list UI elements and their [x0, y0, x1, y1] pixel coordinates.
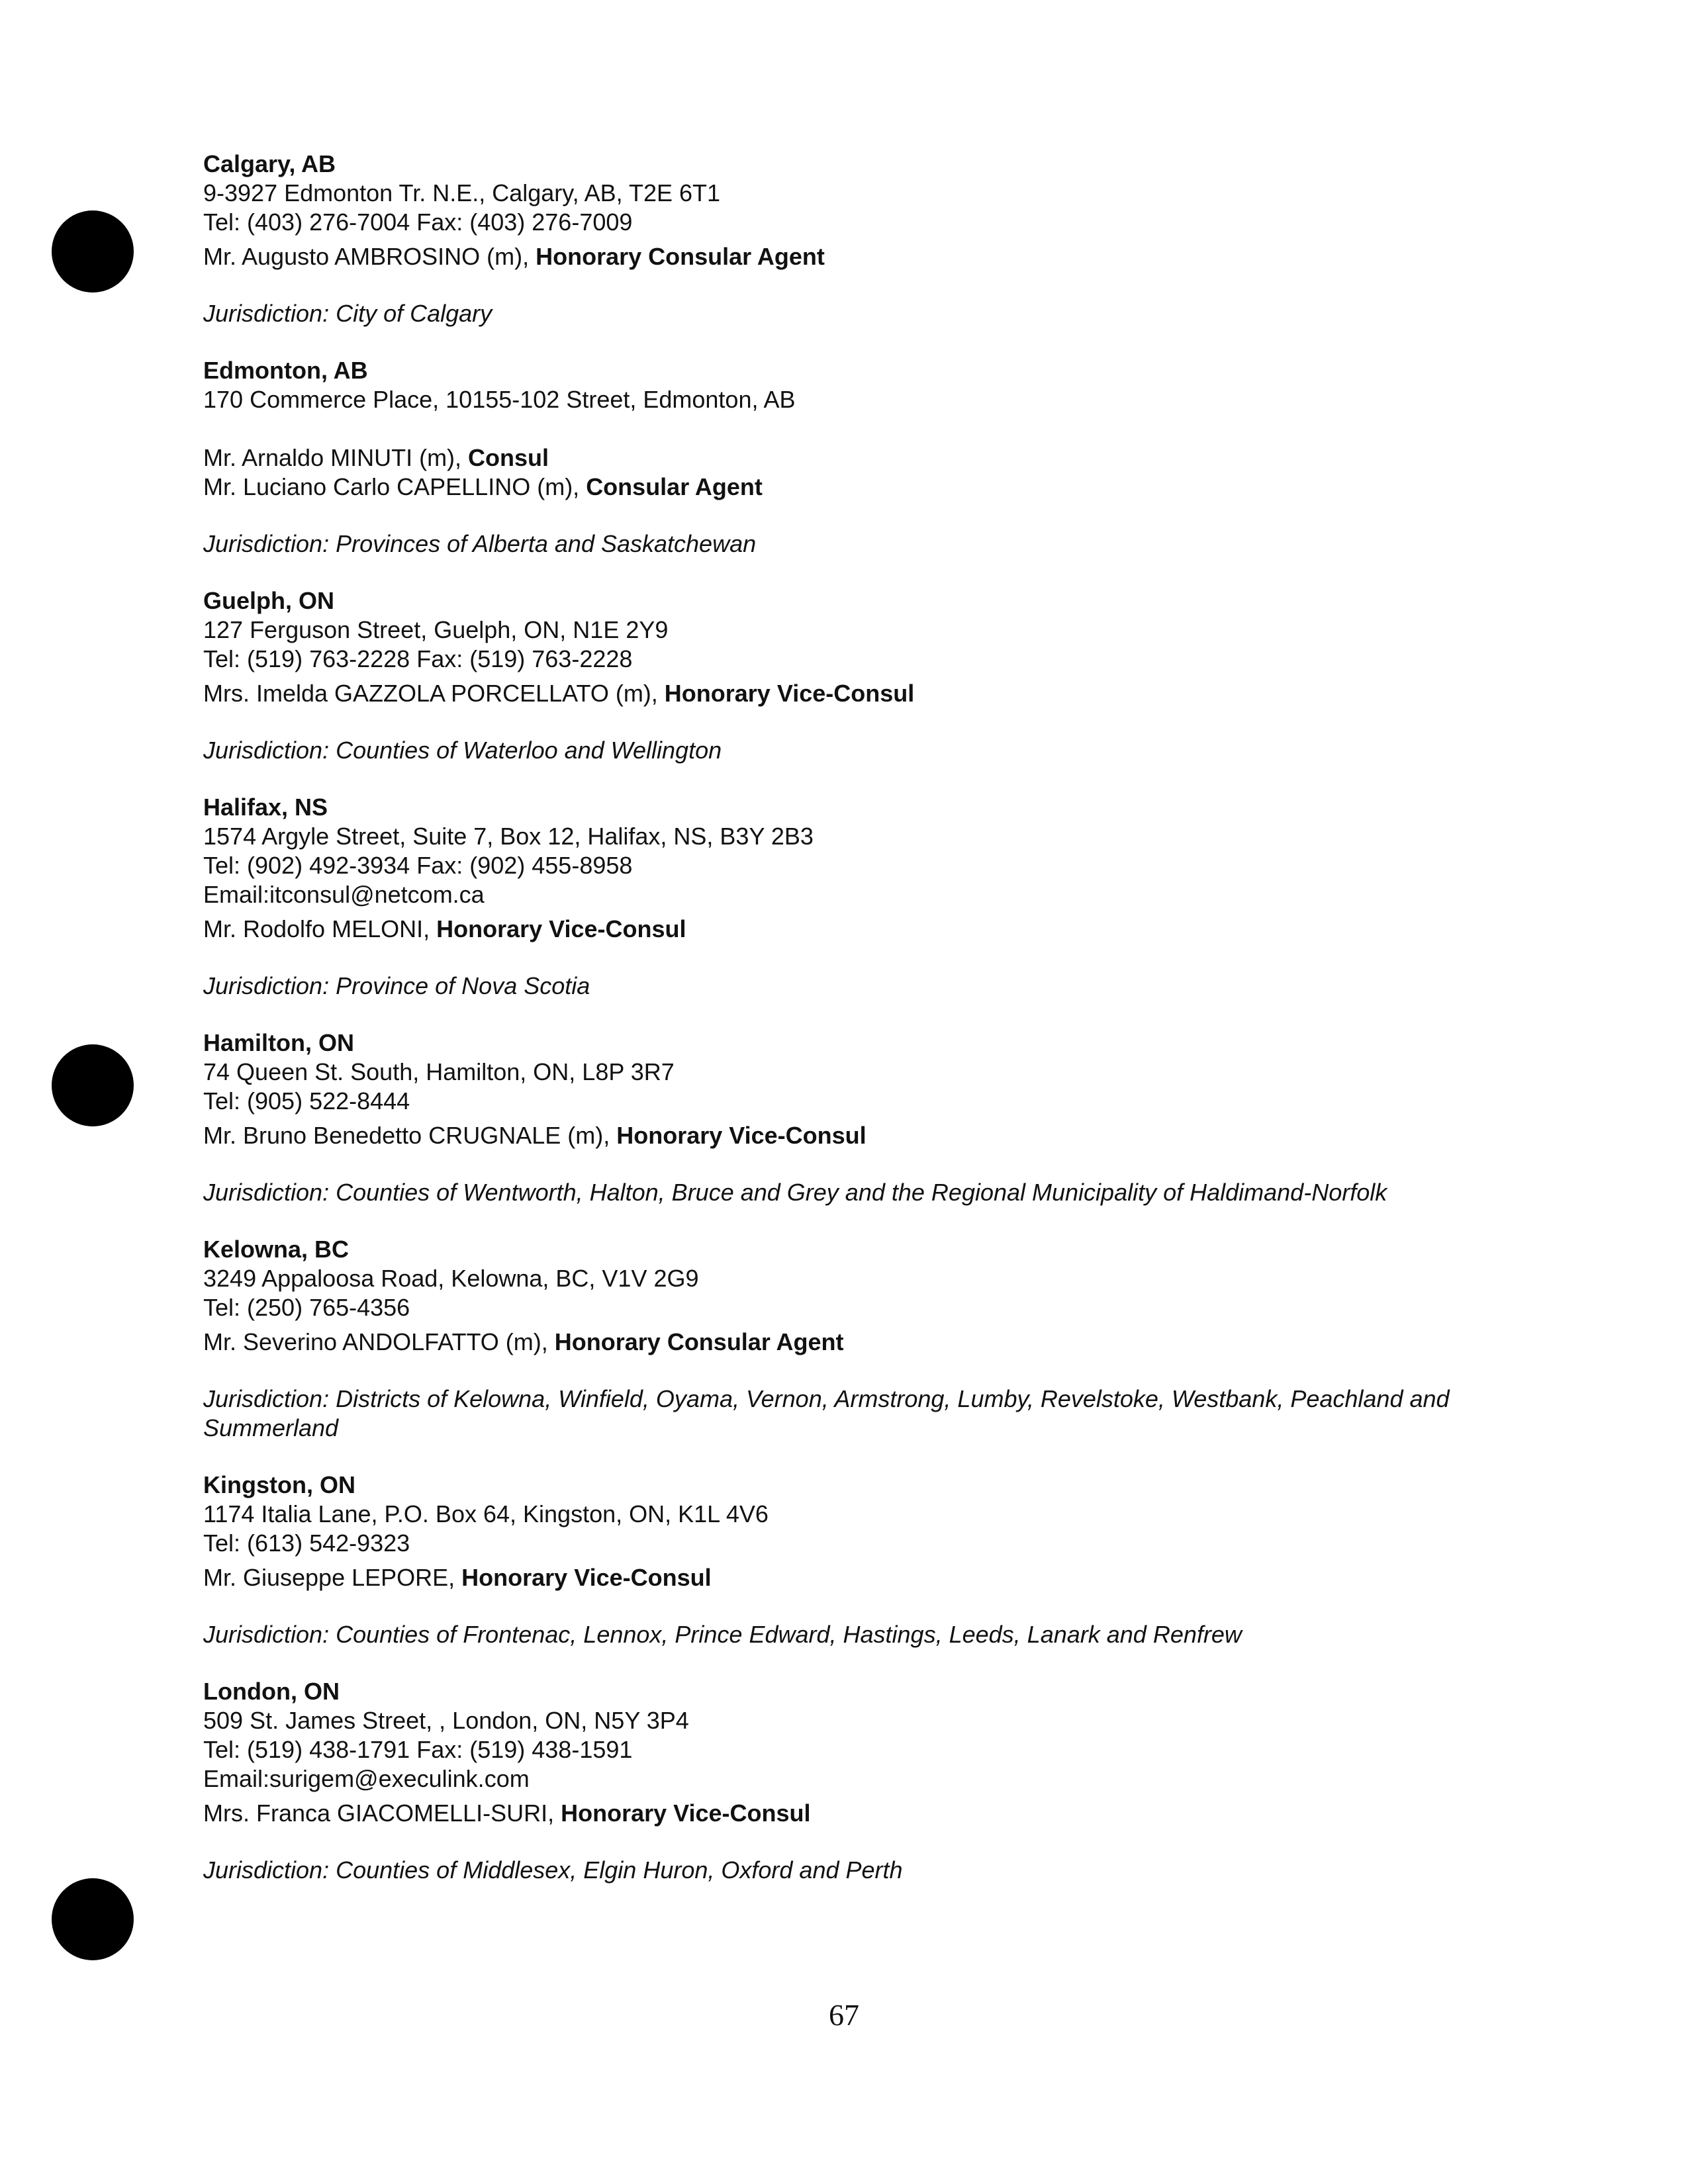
official-name: Mr. Augusto AMBROSINO (m),	[203, 243, 536, 270]
official-name: Mr. Rodolfo MELONI,	[203, 915, 437, 942]
official-name: Mr. Severino ANDOLFATTO (m),	[203, 1328, 555, 1355]
official	[203, 443, 1527, 473]
jurisdiction-label: Jurisdiction:	[203, 300, 330, 327]
address: 509 St. James Street, , London, ON, N5Y 3P4	[203, 1707, 689, 1734]
official-role: Honorary Vice-Consul	[436, 915, 686, 942]
official-role: Honorary Vice-Consul	[616, 1122, 867, 1149]
jurisdiction-text: Provinces of Alberta and Saskatchewan	[336, 530, 757, 557]
contact-line: Tel: (519) 763-2228 Fax: (519) 763-2228	[203, 645, 633, 672]
official-name: Mrs. Franca GIACOMELLI-SURI,	[203, 1799, 561, 1827]
official	[203, 1799, 1527, 1828]
official	[203, 242, 1527, 271]
city-heading: London, ON	[203, 1678, 340, 1705]
official-role: Honorary Vice-Consul	[461, 1564, 712, 1591]
jurisdiction-text: City of Calgary	[336, 300, 492, 327]
jurisdiction-label: Jurisdiction:	[203, 530, 330, 557]
directory-entry	[203, 1028, 1527, 1207]
page-number: 67	[829, 1998, 859, 2032]
address: 9-3927 Edmonton Tr. N.E., Calgary, AB, T2E 6T1	[203, 179, 721, 206]
directory-entry	[203, 150, 1527, 328]
jurisdiction-text: Counties of Frontenac, Lennox, Prince Edward, Hastings, Leeds, Lanark and Renfrew	[336, 1621, 1242, 1648]
city-heading: Hamilton, ON	[203, 1029, 355, 1056]
email: Email:surigem@execulink.com	[203, 1765, 530, 1792]
jurisdiction-label: Jurisdiction:	[203, 1621, 330, 1648]
official-name: Mr. Bruno Benedetto CRUGNALE (m),	[203, 1122, 617, 1149]
jurisdiction-label: Jurisdiction:	[203, 1385, 330, 1412]
binder-hole	[52, 1878, 134, 1960]
directory-entry	[203, 356, 1527, 559]
contact-line: Tel: (905) 522-8444	[203, 1087, 410, 1115]
binder-hole	[52, 1044, 134, 1126]
official-role: Honorary Consular Agent	[554, 1328, 844, 1355]
jurisdiction-text: Counties of Middlesex, Elgin Huron, Oxford and Perth	[336, 1856, 903, 1884]
city-heading: Kingston, ON	[203, 1471, 355, 1498]
directory-entry	[203, 1235, 1527, 1443]
jurisdiction	[203, 1620, 1514, 1649]
official	[203, 1328, 1527, 1357]
directory-entry	[203, 586, 1527, 765]
address: 74 Queen St. South, Hamilton, ON, L8P 3R7	[203, 1058, 675, 1085]
jurisdiction	[203, 529, 1514, 559]
contact-line: Tel: (403) 276-7004 Fax: (403) 276-7009	[203, 208, 633, 236]
jurisdiction-text: Province of Nova Scotia	[336, 972, 590, 999]
jurisdiction-label: Jurisdiction:	[203, 737, 330, 764]
jurisdiction-label: Jurisdiction:	[203, 972, 330, 999]
jurisdiction-text: Counties of Waterloo and Wellington	[336, 737, 722, 764]
city-heading: Calgary, AB	[203, 150, 336, 177]
directory-entry	[203, 793, 1527, 1001]
official-name: Mr. Giuseppe LEPORE,	[203, 1564, 462, 1591]
official-name: Mr. Arnaldo MINUTI (m),	[203, 444, 469, 471]
address: 1574 Argyle Street, Suite 7, Box 12, Halifax, NS, B3Y 2B3	[203, 823, 814, 850]
email: Email:itconsul@netcom.ca	[203, 881, 485, 908]
official-role: Consular Agent	[586, 473, 763, 500]
city-heading: Guelph, ON	[203, 587, 334, 614]
address: 3249 Appaloosa Road, Kelowna, BC, V1V 2G9	[203, 1265, 699, 1292]
city-heading: Edmonton, AB	[203, 357, 368, 384]
city-heading: Kelowna, BC	[203, 1236, 350, 1263]
official-role: Honorary Vice-Consul	[561, 1799, 811, 1827]
jurisdiction-text: Districts of Kelowna, Winfield, Oyama, Vernon, Armstrong, Lumby, Revelstoke, Westbank, Peachland and Summerland	[203, 1385, 1450, 1441]
directory-entry	[203, 1471, 1527, 1649]
contact-line: Tel: (250) 765-4356	[203, 1294, 410, 1321]
directory-entry	[203, 1677, 1527, 1885]
contact-line: Tel: (902) 492-3934 Fax: (902) 455-8958	[203, 852, 633, 879]
official	[203, 679, 1527, 708]
jurisdiction	[203, 972, 1514, 1001]
official-role: Honorary Vice-Consul	[664, 680, 915, 707]
jurisdiction-label: Jurisdiction:	[203, 1179, 330, 1206]
city-heading: Halifax, NS	[203, 794, 328, 821]
jurisdiction	[203, 1856, 1514, 1885]
jurisdiction	[203, 299, 1514, 328]
official	[203, 915, 1527, 944]
jurisdiction-label: Jurisdiction:	[203, 1856, 330, 1884]
jurisdiction	[203, 1178, 1514, 1207]
spacer	[203, 414, 1527, 443]
jurisdiction	[203, 736, 1514, 765]
contact-line: Tel: (613) 542-9323	[203, 1529, 410, 1557]
consulate-directory	[203, 150, 1527, 1913]
official-name: Mr. Luciano Carlo CAPELLINO (m),	[203, 473, 586, 500]
binder-hole	[52, 210, 134, 293]
address: 170 Commerce Place, 10155-102 Street, Edmonton, AB	[203, 386, 796, 413]
jurisdiction-text: Counties of Wentworth, Halton, Bruce and Grey and the Regional Municipality of Haldimand-Norfolk	[336, 1179, 1387, 1206]
official-role: Consul	[468, 444, 549, 471]
contact-line: Tel: (519) 438-1791 Fax: (519) 438-1591	[203, 1736, 633, 1763]
official	[203, 1563, 1527, 1592]
jurisdiction	[203, 1385, 1514, 1443]
official-role: Honorary Consular Agent	[536, 243, 825, 270]
official	[203, 1121, 1527, 1150]
official	[203, 473, 1527, 502]
address: 127 Ferguson Street, Guelph, ON, N1E 2Y9	[203, 616, 669, 643]
official-name: Mrs. Imelda GAZZOLA PORCELLATO (m),	[203, 680, 665, 707]
address: 1174 Italia Lane, P.O. Box 64, Kingston, ON, K1L 4V6	[203, 1500, 769, 1527]
